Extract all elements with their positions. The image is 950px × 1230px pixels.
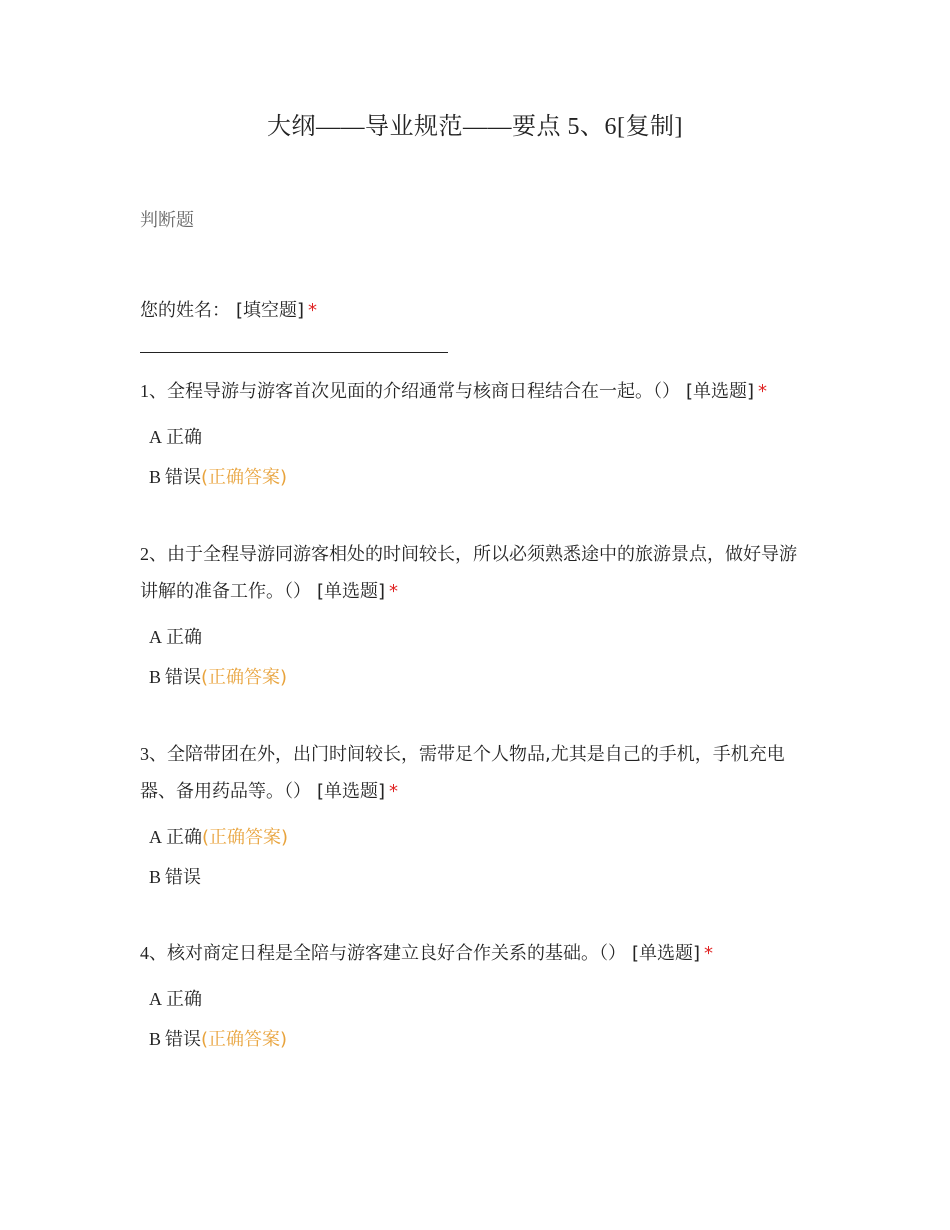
option-letter: A [149,989,162,1009]
option-letter: B [149,867,162,887]
option-letter: B [149,467,162,487]
option-label: 错误 [165,1029,202,1050]
option-letter: B [149,667,162,687]
option-b[interactable] [149,1026,287,1053]
question-number: 3、 [140,744,167,764]
question-2 [140,536,810,610]
required-mark: * [308,300,318,321]
required-mark: * [704,943,714,964]
question-text: 全陪带团在外，出门时间较长，需带足个人物品,尤其是自己的手机，手机充电器、备用药品等。（） [140,744,785,802]
option-letter: B [149,1029,162,1049]
question-4 [140,935,810,972]
option-letter: A [149,627,162,647]
option-label: 错误 [165,467,202,488]
option-letter: A [149,827,162,847]
correct-answer-tag: (正确答案) [202,827,289,848]
question-text: 由于全程导游同游客相处的时间较长，所以必须熟悉途中的旅游景点，做好导游讲解的准备工作。（） [140,544,797,602]
option-label: 正确 [166,989,202,1010]
question-3 [140,736,810,810]
question-type: [填空题] [236,300,305,321]
question-type: [单选题] [317,581,386,602]
required-mark: * [758,381,768,402]
correct-answer-tag: (正确答案) [201,467,288,488]
correct-answer-tag: (正确答案) [201,1029,288,1050]
option-label: 错误 [165,667,202,688]
question-type: [单选题] [632,943,701,964]
option-b[interactable] [149,664,287,691]
correct-answer-tag: (正确答案) [201,667,288,688]
option-label: 正确 [166,427,202,448]
question-number: 4、 [140,943,167,963]
option-label: 正确 [166,627,202,648]
question-number: 2、 [140,544,167,564]
required-mark: * [389,781,399,802]
page-title: 大纲——导业规范——要点 5、6[复制] [267,114,683,140]
question-number: 1、 [140,381,167,401]
question-name [140,292,810,329]
question-text: 您的姓名： [140,300,230,321]
question-text: 全程导游与游客首次见面的介绍通常与核商日程结合在一起。（） [167,381,680,402]
section-heading: 判断题 [140,210,194,231]
option-a[interactable] [149,986,202,1013]
question-type: [单选题] [317,781,386,802]
option-a[interactable] [149,624,202,651]
option-b[interactable] [149,864,201,891]
name-input-line[interactable] [140,352,448,353]
option-a[interactable] [149,824,288,851]
required-mark: * [389,581,399,602]
option-a[interactable] [149,424,202,451]
question-text: 核对商定日程是全陪与游客建立良好合作关系的基础。（） [167,943,626,964]
option-label: 正确 [166,827,202,848]
option-label: 错误 [165,867,202,888]
option-letter: A [149,427,162,447]
question-type: [单选题] [686,381,755,402]
question-1 [140,373,810,410]
option-b[interactable] [149,464,287,491]
